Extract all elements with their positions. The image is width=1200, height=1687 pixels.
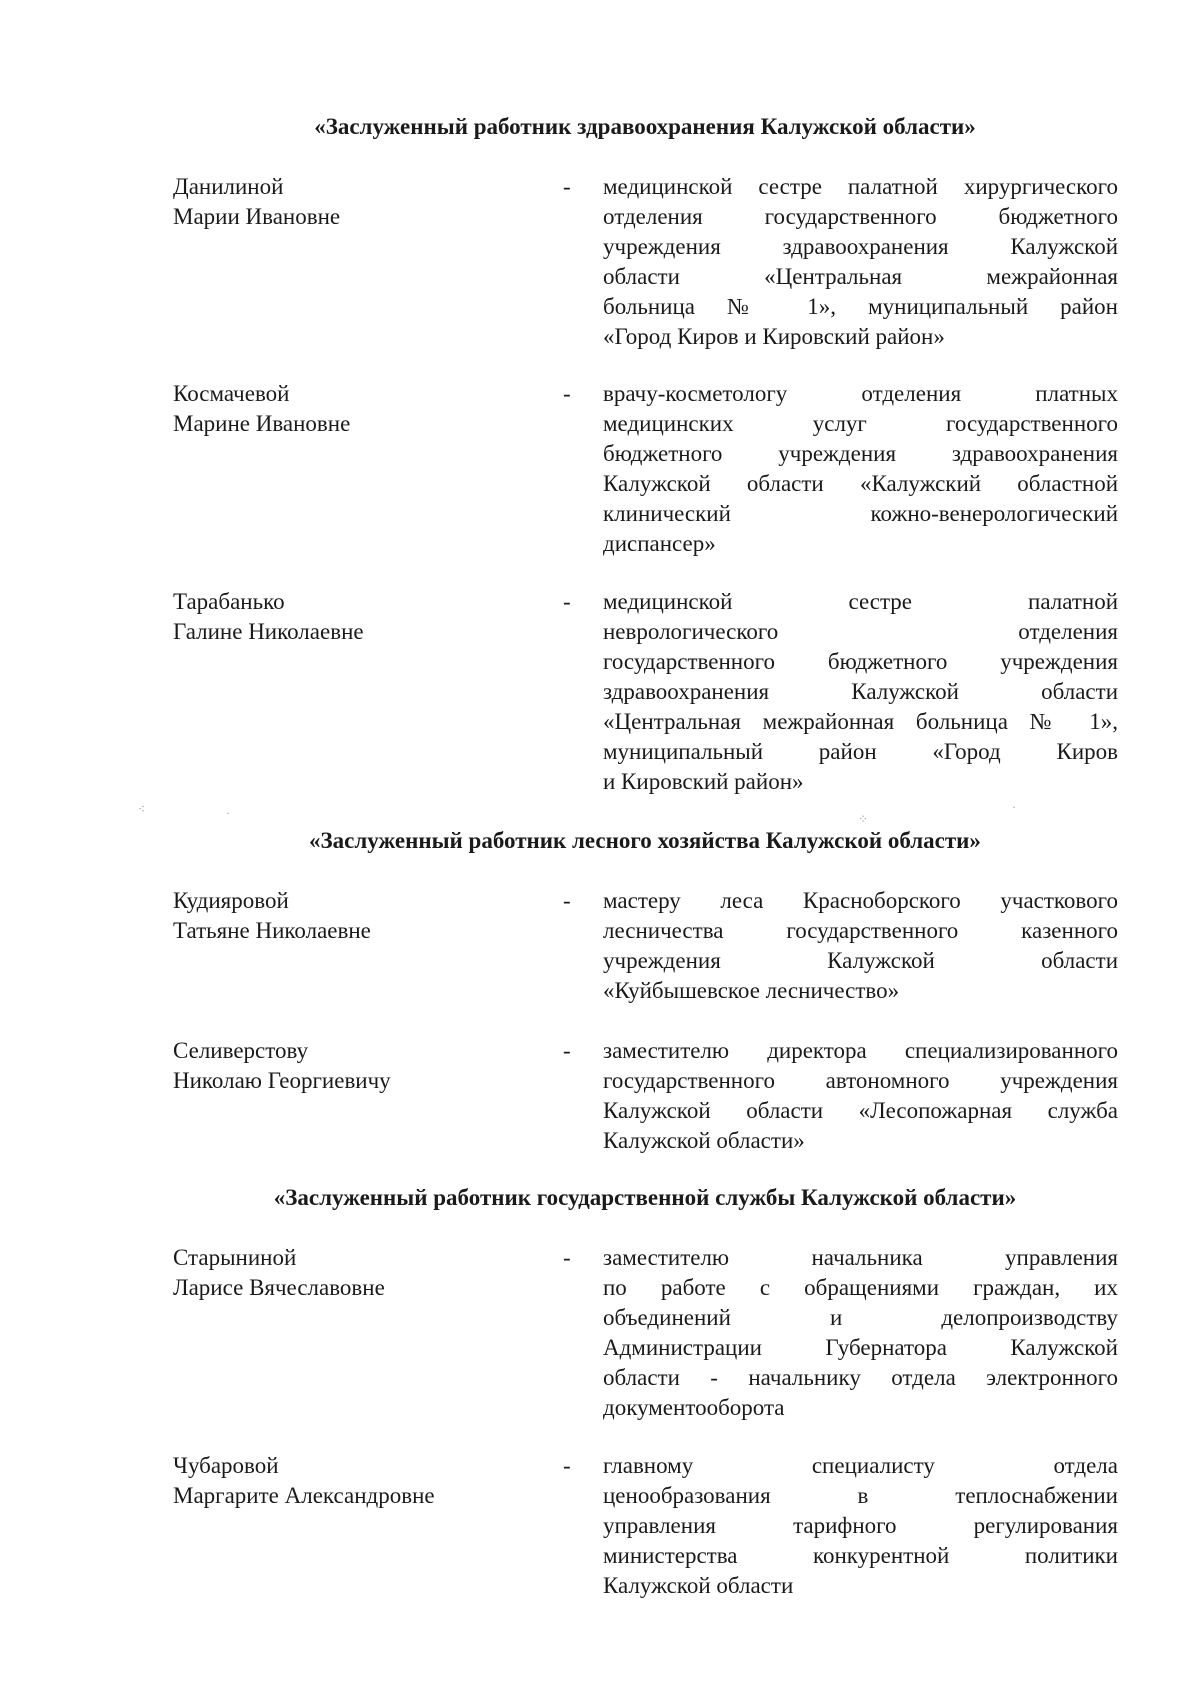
recipient-position: [603, 1036, 1118, 1156]
recipient-position: [603, 587, 1118, 797]
position-line: Калужской области: [603, 1573, 794, 1598]
position-line: области - начальнику отдела электронного: [603, 1365, 1118, 1390]
position-line: больница № 1», муниципальный район: [603, 294, 1118, 319]
recipient-name: [173, 587, 553, 647]
position-line: медицинской сестре палатной хирургического: [603, 174, 1118, 199]
position-line: Калужской области»: [603, 1128, 805, 1153]
position-line: документооборота: [603, 1395, 785, 1420]
position-line: клинический кожно-венерологический: [603, 501, 1118, 526]
position-line: бюджетного учреждения здравоохранения: [603, 441, 1118, 466]
position-line: неврологического отделения: [603, 619, 1118, 644]
recipient-given-name: Татьяне Николаевне: [173, 918, 371, 943]
recipient-surname: Чубаровой: [173, 1453, 279, 1478]
position-line: ценообразования в теплоснабжении: [603, 1483, 1118, 1508]
recipient-name: [173, 379, 553, 439]
recipient-position: [603, 172, 1118, 352]
position-line: врачу-косметологу отделения платных: [603, 381, 1118, 406]
position-line: заместителю директора специализированного: [603, 1038, 1118, 1063]
position-line: Калужской области «Лесопожарная служба: [603, 1098, 1118, 1123]
position-line: области «Центральная межрайонная: [603, 264, 1118, 289]
position-line: государственного бюджетного учреждения: [603, 649, 1118, 674]
position-line: по работе с обращениями граждан, их: [603, 1275, 1118, 1300]
recipient-given-name: Ларисе Вячеславовне: [173, 1275, 385, 1300]
position-line: муниципальный район «Город Киров: [603, 739, 1118, 764]
position-line: и Кировский район»: [603, 769, 804, 794]
recipient-position: [603, 886, 1118, 1006]
separator-dash: -: [563, 589, 571, 614]
position-line: медицинских услуг государственного: [603, 411, 1118, 436]
recipient-surname: Селиверстову: [173, 1038, 309, 1063]
position-line: государственного автономного учреждения: [603, 1068, 1118, 1093]
position-line: медицинской сестре палатной: [603, 589, 1118, 614]
separator-dash: -: [563, 174, 571, 199]
section-title-forestry: «Заслуженный работник лесного хозяйства Калужской области»: [309, 828, 981, 853]
separator-dash: -: [563, 381, 571, 406]
recipient-given-name: Маргарите Александровне: [173, 1483, 435, 1508]
position-line: здравоохранения Калужской области: [603, 679, 1118, 704]
recipient-surname: Данилиной: [173, 174, 284, 199]
section-title-healthcare: «Заслуженный работник здравоохранения Калужской области»: [314, 114, 976, 139]
recipient-name: [173, 886, 553, 946]
position-line: отделения государственного бюджетного: [603, 204, 1118, 229]
recipient-given-name: Галине Николаевне: [173, 619, 364, 644]
separator-dash: -: [563, 888, 571, 913]
recipient-name: [173, 1243, 553, 1303]
position-line: учреждения здравоохранения Калужской: [603, 234, 1118, 259]
separator-dash: -: [563, 1245, 571, 1270]
position-line: заместителю начальника управления: [603, 1245, 1118, 1270]
position-line: министерства конкурентной политики: [603, 1543, 1118, 1568]
position-line: учреждения Калужской области: [603, 948, 1118, 973]
position-line: мастеру леса Красноборского участкового: [603, 888, 1118, 913]
recipient-given-name: Николаю Георгиевичу: [173, 1068, 391, 1093]
section-title-civil-service: «Заслуженный работник государственной службы Калужской области»: [273, 1185, 1017, 1210]
recipient-name: [173, 1036, 553, 1096]
recipient-name: [173, 1451, 553, 1511]
separator-dash: -: [563, 1038, 571, 1063]
position-line: главному специалисту отдела: [603, 1453, 1118, 1478]
recipient-surname: Кудияровой: [173, 888, 289, 913]
position-line: «Центральная межрайонная больница № 1»,: [603, 709, 1118, 734]
recipient-position: [603, 1243, 1118, 1423]
position-line: лесничества государственного казенного: [603, 918, 1118, 943]
recipient-surname: Тарабанько: [173, 589, 285, 614]
position-line: «Город Киров и Кировский район»: [603, 324, 945, 349]
recipient-surname: Старыниной: [173, 1245, 297, 1270]
position-line: управления тарифного регулирования: [603, 1513, 1118, 1538]
position-line: Калужской области «Калужский областной: [603, 471, 1118, 496]
separator-dash: -: [563, 1453, 571, 1478]
scan-speck: ⁖: [138, 802, 146, 816]
position-line: Администрации Губернатора Калужской: [603, 1335, 1118, 1360]
position-line: диспансер»: [603, 531, 716, 556]
scan-speck: ⁘: [858, 812, 869, 826]
recipient-surname: Космачевой: [173, 381, 290, 406]
position-line: «Куйбышевское лесничество»: [603, 978, 900, 1003]
scan-speck: ·: [1012, 800, 1016, 814]
recipient-name: [173, 172, 553, 232]
recipient-given-name: Марии Ивановне: [173, 204, 341, 229]
recipient-given-name: Марине Ивановне: [173, 411, 351, 436]
position-line: объединений и делопроизводству: [603, 1305, 1118, 1330]
recipient-position: [603, 1451, 1118, 1601]
scan-speck: ·: [226, 806, 230, 820]
recipient-position: [603, 379, 1118, 559]
